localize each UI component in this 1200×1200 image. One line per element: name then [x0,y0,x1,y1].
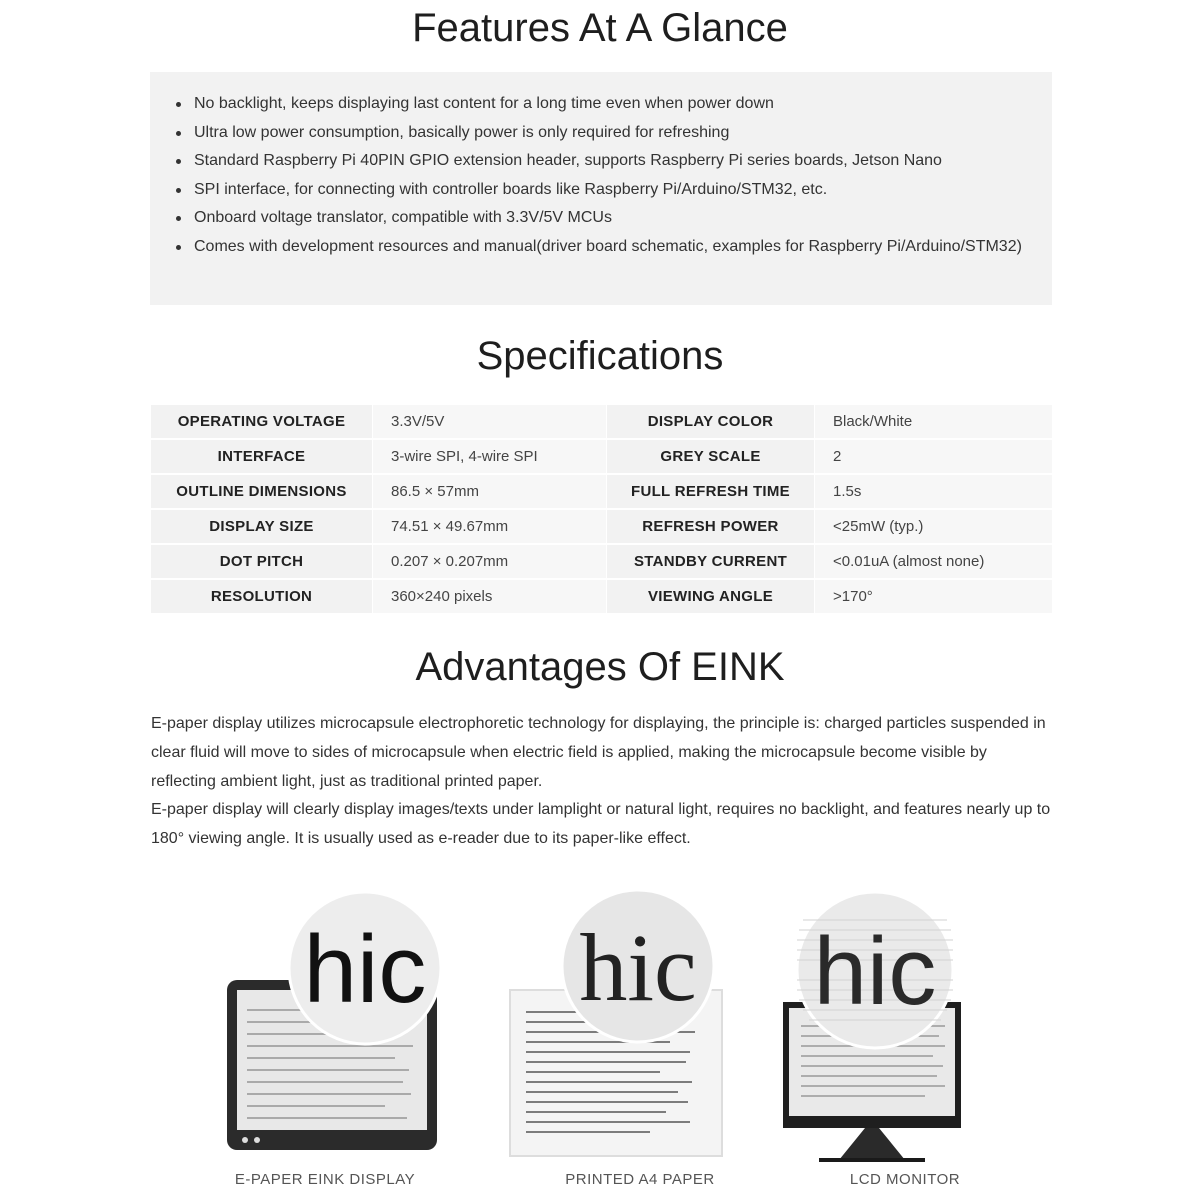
spec-value: 1.5s [815,474,1053,509]
spec-label: INTERFACE [151,439,373,474]
spec-value: 3-wire SPI, 4-wire SPI [373,439,607,474]
spec-label: FULL REFRESH TIME [607,474,815,509]
table-row [151,474,1053,509]
table-row [151,509,1053,544]
lcd-monitor-illustration [755,880,1055,1200]
magnified-text: hic [579,914,697,1021]
comparison-caption: LCD MONITOR [849,1171,961,1188]
advantages-title: Advantages Of EINK [415,645,785,689]
feature-item: Comes with development resources and manual(driver board schematic, examples for Raspberry Pi/Arduino/STM32) [194,233,1028,262]
advantages-paragraph: E-paper display will clearly display images/texts under lamplight or natural light, requires no backlight, and features nearly up to 180° viewing angle. It is usually used as e-reader due to its paper-like effect. [151,801,1051,848]
magnified-text: hic [303,916,427,1023]
spec-value: <0.01uA (almost none) [815,544,1053,579]
comparison-caption: E-PAPER EINK DISPLAY [234,1171,416,1188]
comparison-caption: PRINTED A4 PAPER [565,1171,715,1188]
features-list [174,90,1028,261]
features-panel [150,72,1052,305]
spec-value: 2 [815,439,1053,474]
spec-label: REFRESH POWER [607,509,815,544]
table-row [151,439,1053,474]
specifications-table [150,404,1053,615]
table-row [151,579,1053,614]
eink-display-illustration [175,880,475,1200]
spec-label: STANDBY CURRENT [607,544,815,579]
spec-label: GREY SCALE [607,439,815,474]
printed-paper-image [490,880,790,1180]
spec-value: 3.3V/5V [373,405,607,440]
spec-value: >170° [815,579,1053,614]
spec-label: OPERATING VOLTAGE [151,405,373,440]
magnified-text: hic [813,918,937,1025]
advantages-body [151,710,1056,854]
advantages-paragraph: E-paper display utilizes microcapsule electrophoretic technology for displaying, the principle is: charged particles suspended in clear fluid will move to sides of microcapsule when electric field is applied, making the microcapsule become visible by reflecting ambient light, just as traditional printed paper. [151,715,1046,790]
specifications-title: Specifications [476,334,724,378]
lcd-monitor-image [755,880,1055,1180]
features-title: Features At A Glance [412,6,788,50]
feature-item: Onboard voltage translator, compatible with 3.3V/5V MCUs [194,204,1028,233]
feature-item: Standard Raspberry Pi 40PIN GPIO extension header, supports Raspberry Pi series boards, Jetson Nano [194,147,1028,176]
spec-value: 74.51 × 49.67mm [373,509,607,544]
table-row [151,405,1053,440]
spec-label: RESOLUTION [151,579,373,614]
spec-value: Black/White [815,405,1053,440]
eink-display-image [175,880,475,1180]
spec-value: <25mW (typ.) [815,509,1053,544]
spec-value: 0.207 × 0.207mm [373,544,607,579]
printed-paper-illustration [490,880,790,1200]
feature-item: SPI interface, for connecting with controller boards like Raspberry Pi/Arduino/STM32, etc. [194,176,1028,205]
feature-item: Ultra low power consumption, basically power is only required for refreshing [194,119,1028,148]
spec-value: 86.5 × 57mm [373,474,607,509]
feature-item: No backlight, keeps displaying last content for a long time even when power down [194,90,1028,119]
spec-label: DISPLAY COLOR [607,405,815,440]
spec-label: OUTLINE DIMENSIONS [151,474,373,509]
spec-label: DISPLAY SIZE [151,509,373,544]
spec-label: VIEWING ANGLE [607,579,815,614]
table-row [151,544,1053,579]
spec-label: DOT PITCH [151,544,373,579]
spec-value: 360×240 pixels [373,579,607,614]
